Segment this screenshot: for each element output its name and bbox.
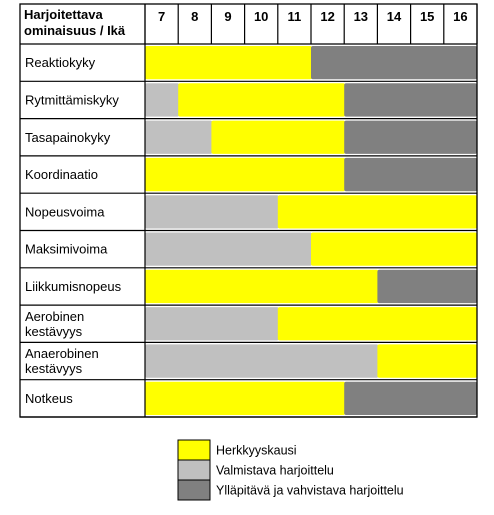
bar-segment-herkkyys — [278, 307, 477, 340]
bar-segment-valmistava — [145, 195, 279, 228]
bar-segment-herkkyys — [145, 158, 345, 191]
bar-segment-herkkyys — [145, 382, 345, 415]
age-label: 15 — [419, 9, 435, 24]
bar-segment-yllapito — [344, 382, 477, 415]
row-label: Reaktiokyky — [25, 55, 96, 71]
bar-segment-valmistava — [145, 121, 212, 154]
age-label: 14 — [386, 9, 402, 24]
bar-segment-yllapito — [344, 158, 477, 191]
legend-label: Valmistava harjoittelu — [216, 463, 334, 478]
bar-segment-herkkyys — [278, 195, 477, 228]
row-label: Liikkumisnopeus — [25, 278, 122, 294]
row-label: Aerobinen — [25, 308, 85, 324]
bar-segment-yllapito — [311, 46, 477, 79]
legend-swatch-yllapito — [178, 480, 210, 500]
bar-segment-valmistava — [145, 83, 179, 116]
bar-segment-herkkyys — [178, 83, 345, 116]
bar-segment-herkkyys — [145, 270, 378, 303]
age-label: 11 — [287, 9, 302, 24]
age-label: 7 — [157, 9, 166, 24]
header-label: Harjoitettava — [24, 7, 103, 22]
bar-segment-valmistava — [145, 307, 279, 340]
bar-segment-yllapito — [344, 83, 477, 116]
legend — [177, 439, 433, 501]
bar-segment-valmistava — [145, 344, 378, 377]
age-label: 8 — [191, 9, 199, 24]
bar-segment-herkkyys — [211, 121, 345, 154]
legend-label: Ylläpitävä ja vahvistava harjoittelu — [216, 483, 404, 498]
bar-segment-herkkyys — [311, 233, 477, 266]
row-label: Notkeus — [25, 390, 73, 406]
row-label: Maksimivoima — [25, 241, 108, 257]
age-label: 13 — [353, 9, 369, 24]
header-label: ominaisuus / Ikä — [24, 23, 126, 38]
row-label: Rytmittämiskyky — [25, 92, 119, 108]
age-label: 12 — [320, 9, 335, 24]
legend-label: Herkkyyskausi — [216, 443, 297, 458]
age-label: 9 — [224, 9, 232, 24]
age-label: 16 — [453, 9, 468, 24]
row-label: Nopeusvoima — [25, 204, 105, 220]
bar-segment-valmistava — [145, 233, 312, 266]
bar-segment-herkkyys — [145, 46, 312, 79]
bar-segment-yllapito — [377, 270, 477, 303]
legend-swatch-herkkyys — [178, 440, 210, 460]
bar-segment-yllapito — [344, 121, 477, 154]
row-label: kestävyys — [25, 323, 83, 339]
legend-swatch-valmistava — [178, 460, 210, 480]
bar-segment-herkkyys — [377, 344, 477, 377]
row-label: kestävyys — [25, 361, 83, 377]
row-label: Tasapainokyky — [25, 129, 111, 145]
age-label: 10 — [253, 9, 269, 24]
row-label: Anaerobinen — [25, 346, 99, 362]
row-label: Koordinaatio — [25, 167, 98, 183]
